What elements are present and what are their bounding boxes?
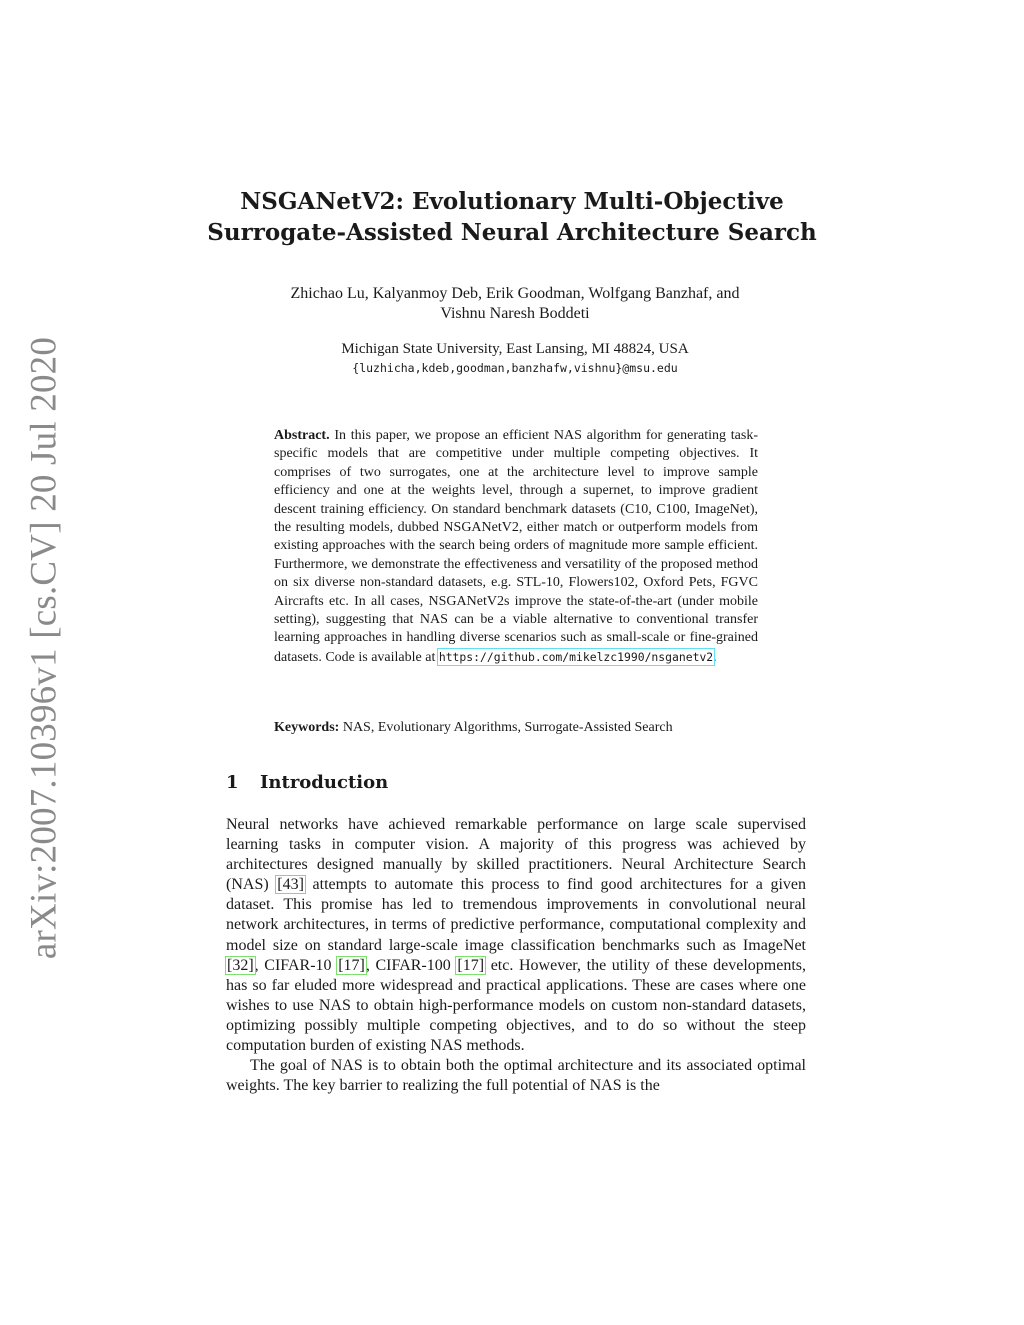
section-title: Introduction <box>260 772 389 793</box>
affiliation-block <box>0 340 1024 378</box>
abstract-end: . <box>713 649 717 665</box>
section-number: 1 <box>226 772 239 793</box>
paragraph-text: , CIFAR-10 <box>254 956 338 974</box>
title-line-2: Surrogate-Assisted Neural Architecture Search <box>207 219 817 246</box>
paragraph-text: Neural networks have achieved remarkable performance on large scale supervised learning tasks in computer vision. A majority of this progress was achieved by architectures designed manually by skilled practitioners. Neural Architecture Search (NAS) <box>226 816 806 894</box>
citation-link[interactable]: [17] <box>338 956 365 974</box>
authors-line-1: Zhichao Lu, Kalyanmoy Deb, Erik Goodman, Wolfgang Banzhaf, and <box>290 285 740 302</box>
section-heading-introduction <box>226 772 388 794</box>
author-list <box>0 284 1024 324</box>
citation-link[interactable]: [43] <box>277 876 304 894</box>
paragraph-2: The goal of NAS is to obtain both the optimal architecture and its associated optimal weights. The key barrier to realizing the full potential of NAS is the <box>226 1057 806 1095</box>
keywords-text: NAS, Evolutionary Algorithms, Surrogate-Assisted Search <box>339 720 673 735</box>
keywords-label: Keywords: <box>274 720 340 735</box>
abstract-label: Abstract. <box>274 428 330 443</box>
abstract-text: In this paper, we propose an efficient NAS algorithm for generating task-specific models that are competitive under multiple competing objectives. It comprises of two surrogates, one at the architecture level to improve sample efficiency and one at the weights level, through a supernet, to improve gradient descent training efficiency. On standard benchmark datasets (C10, C100, ImageNet), the resulting models, dubbed NSGANetV2, either match or outperform models from existing approaches with the search being orders of magnitude more sample efficient. Furthermore, we demonstrate the effectiveness and versatility of the proposed method on six diverse non-standard datasets, e.g. STL-10, Flowers102, Oxford Pets, FGVC Aircrafts etc. In all cases, NSGANetV2s improve the state-of-the-art (under mobile setting), suggesting that NAS can be a viable alternative to conventional transfer learning approaches in handling diverse scenarios such as small-scale or fine-grained datasets. Code is available at <box>274 428 758 665</box>
citation-link[interactable]: [32] <box>227 956 254 974</box>
paragraph-text: etc. However, the utility of these developments, has so far eluded more widespread and practical applications. These are cases where one wishes to use NAS to obtain high-performance models on custom non-standard datasets, optimizing possibly multiple competing objectives, and to do so without the steep computation burden of existing NAS methods. <box>226 956 807 1055</box>
paragraph-text: , CIFAR-100 <box>365 956 457 974</box>
paragraph-text: attempts to automate this process to find good architectures for a given dataset. This promise has led to tremendous improvements in convolutional neural network architectures, in terms of predictive performance, computational complexity and model size on standard large-scale image classification benchmarks such as ImageNet <box>226 876 806 954</box>
keywords <box>274 719 758 737</box>
affiliation: Michigan State University, East Lansing, MI 48824, USA <box>341 341 689 357</box>
introduction-body <box>226 815 806 1096</box>
code-repository-link[interactable]: https://github.com/mikelzc1990/nsganetv2 <box>438 649 714 664</box>
arxiv-identifier-stamp: arXiv:2007.10396v1 [cs.CV] 20 Jul 2020 <box>23 336 65 960</box>
citation-link[interactable]: [17] <box>457 956 485 974</box>
author-emails: {luzhicha,kdeb,goodman,banzhafw,vishnu}@msu.edu <box>352 361 678 375</box>
authors-line-2: Vishnu Naresh Boddeti <box>440 305 590 322</box>
abstract <box>274 427 758 667</box>
paper-title <box>0 186 1024 248</box>
paragraph-1 <box>226 815 806 1056</box>
title-line-1: NSGANetV2: Evolutionary Multi-Objective <box>240 188 784 215</box>
